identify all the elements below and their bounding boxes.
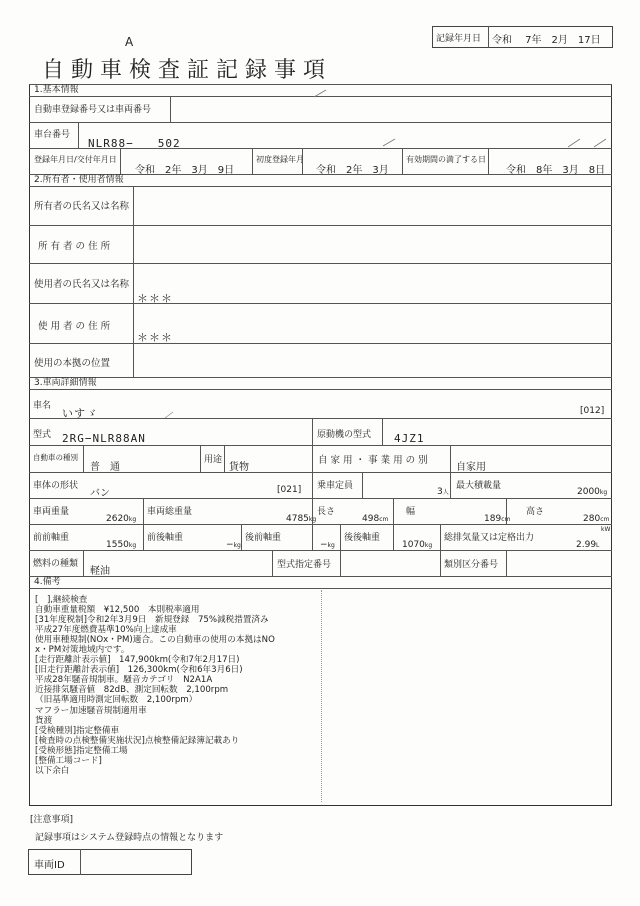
- user-name-label: 使用者の氏名又は名称: [34, 279, 130, 290]
- reg-date-value: 令和 2年 3月 9日: [135, 165, 235, 176]
- displacement-value: 2.99L: [576, 540, 600, 550]
- use-value: 貨物: [229, 462, 249, 473]
- model-label: 型式: [33, 430, 52, 440]
- chassis-label: 車台番号: [34, 130, 71, 140]
- body-value: バン: [90, 488, 110, 499]
- length-label: 長さ: [317, 507, 336, 517]
- first-reg-value: 令和 2年 3月: [316, 165, 389, 176]
- kind-value: 普 通: [90, 462, 120, 473]
- private-commercial-label: 自 家 用 ・ 事 業 用 の 別: [318, 455, 428, 466]
- engine-label: 原動機の型式: [317, 430, 372, 440]
- document-title: 自動車検査証記録事項: [42, 58, 333, 83]
- section-remarks: 4.備考: [29, 576, 612, 589]
- displacement-unit-top: kW: [601, 526, 611, 533]
- front-rear-axle-label: 前後軸重: [147, 533, 184, 543]
- expiry-value: 令和 8年 3月 8日: [506, 165, 606, 176]
- body-code: [021]: [277, 485, 302, 495]
- body-label: 車体の形状: [33, 481, 79, 491]
- capacity-value: 3人: [437, 487, 449, 497]
- section-owner: 2.所有者・使用者情報: [29, 174, 612, 187]
- width-label: 幅: [406, 507, 416, 517]
- length-value: 498cm: [362, 514, 389, 524]
- front-rear-axle-value: −kg: [226, 540, 241, 550]
- user-addr-value: ＊＊＊: [137, 331, 173, 344]
- corner-mark: A: [125, 35, 134, 49]
- kind-label: 自動車の種別: [33, 453, 78, 462]
- height-value: 280cm: [583, 514, 610, 524]
- displacement-label: 総排気量又は定格出力: [444, 533, 535, 543]
- fuel-value: 軽油: [90, 566, 110, 577]
- remarks-text: [ ],継続検査 自動車重量税額 ¥12,500 本則税率適用 [31年度税制]令和2年3月9日 新規登録 75%減税措置済み 平成27年度燃費基準10%向上達成車 使用車種規制(NOx・PM)適合。この自動車の使用の本拠はNO x・PM対策地域内です。 [走行距離計表示値] 147,900km(令和7年2月17日) [旧走行距離計表示値] 126,300km(令和6年3月6日) 平成28年騒音規制車。騒音カテゴリ N2A1A 近接排気騒音値 82dB、測定回転数 2,100rpm （旧基準適用時測定回転数 2,100rpm） マフラー加速騒音規制適用車 貨渡 [受検種別]指定整備車 [検査時の点検整備実施状況]点検整備記録簿記載あり [受検形態]指定整備工場 [整備工場コード] 以下余白: [35, 595, 275, 776]
- notes-heading: [注意事項]: [30, 815, 74, 825]
- record-date-value: 令和 7年 2月 17日: [492, 35, 601, 46]
- front-front-axle-label: 前前軸重: [33, 533, 70, 543]
- rear-rear-axle-label: 後後軸重: [344, 533, 381, 543]
- first-reg-label: 初度登録年月: [256, 155, 304, 164]
- class-number-label: 類別区分番号: [444, 560, 499, 570]
- owner-name-label: 所有者の氏名又は名称: [34, 201, 130, 212]
- width-value: 189cm: [484, 514, 511, 524]
- type-number-label: 型式指定番号: [277, 560, 332, 570]
- reg-date-label: 登録年月日/交付年月日: [34, 155, 117, 164]
- record-date-label: 記録年月日: [436, 34, 482, 44]
- private-commercial-value: 自家用: [456, 462, 486, 473]
- reg-number-label: 自動車登録番号又は車両番号: [34, 105, 152, 115]
- make-label: 車名: [33, 401, 52, 411]
- chassis-value: NLR88− 502: [88, 137, 181, 150]
- weight-value: 2620kg: [106, 514, 137, 524]
- height-label: 高さ: [526, 507, 545, 517]
- maxload-value: 2000kg: [577, 487, 608, 497]
- gross-weight-value: 4785kg: [286, 514, 317, 524]
- weight-label: 車両重量: [33, 507, 70, 517]
- make-code: [012]: [580, 406, 605, 416]
- front-front-axle-value: 1550kg: [106, 540, 137, 550]
- user-addr-label: 使 用 者 の 住 所: [38, 321, 111, 332]
- rear-front-axle-value: −kg: [320, 540, 335, 550]
- capacity-label: 乗車定員: [317, 481, 354, 491]
- fuel-label: 燃料の種類: [33, 559, 79, 569]
- notes-body: 記録事項はシステム登録時点の情報となります: [35, 833, 224, 843]
- user-name-value: ＊＊＊: [137, 292, 173, 305]
- vehicle-id-label: 車両ID: [34, 860, 65, 871]
- expiry-label: 有効期間の満了する日: [406, 155, 486, 164]
- section-basic: 1.基本情報: [29, 84, 612, 97]
- model-value: 2RG−NLR88AN: [62, 432, 146, 445]
- rear-front-axle-label: 後前軸重: [245, 533, 282, 543]
- maxload-label: 最大積載量: [456, 481, 502, 491]
- engine-value: 4JZ1: [394, 432, 425, 445]
- owner-addr-label: 所 有 者 の 住 所: [38, 241, 111, 252]
- make-value: いすゞ: [62, 407, 98, 420]
- gross-weight-label: 車両総重量: [147, 507, 193, 517]
- section-vehicle: 3.車両詳細情報: [29, 377, 612, 390]
- rear-rear-axle-value: 1070kg: [402, 540, 433, 550]
- base-location-label: 使用の本拠の位置: [34, 358, 111, 369]
- use-label: 用途: [204, 455, 223, 465]
